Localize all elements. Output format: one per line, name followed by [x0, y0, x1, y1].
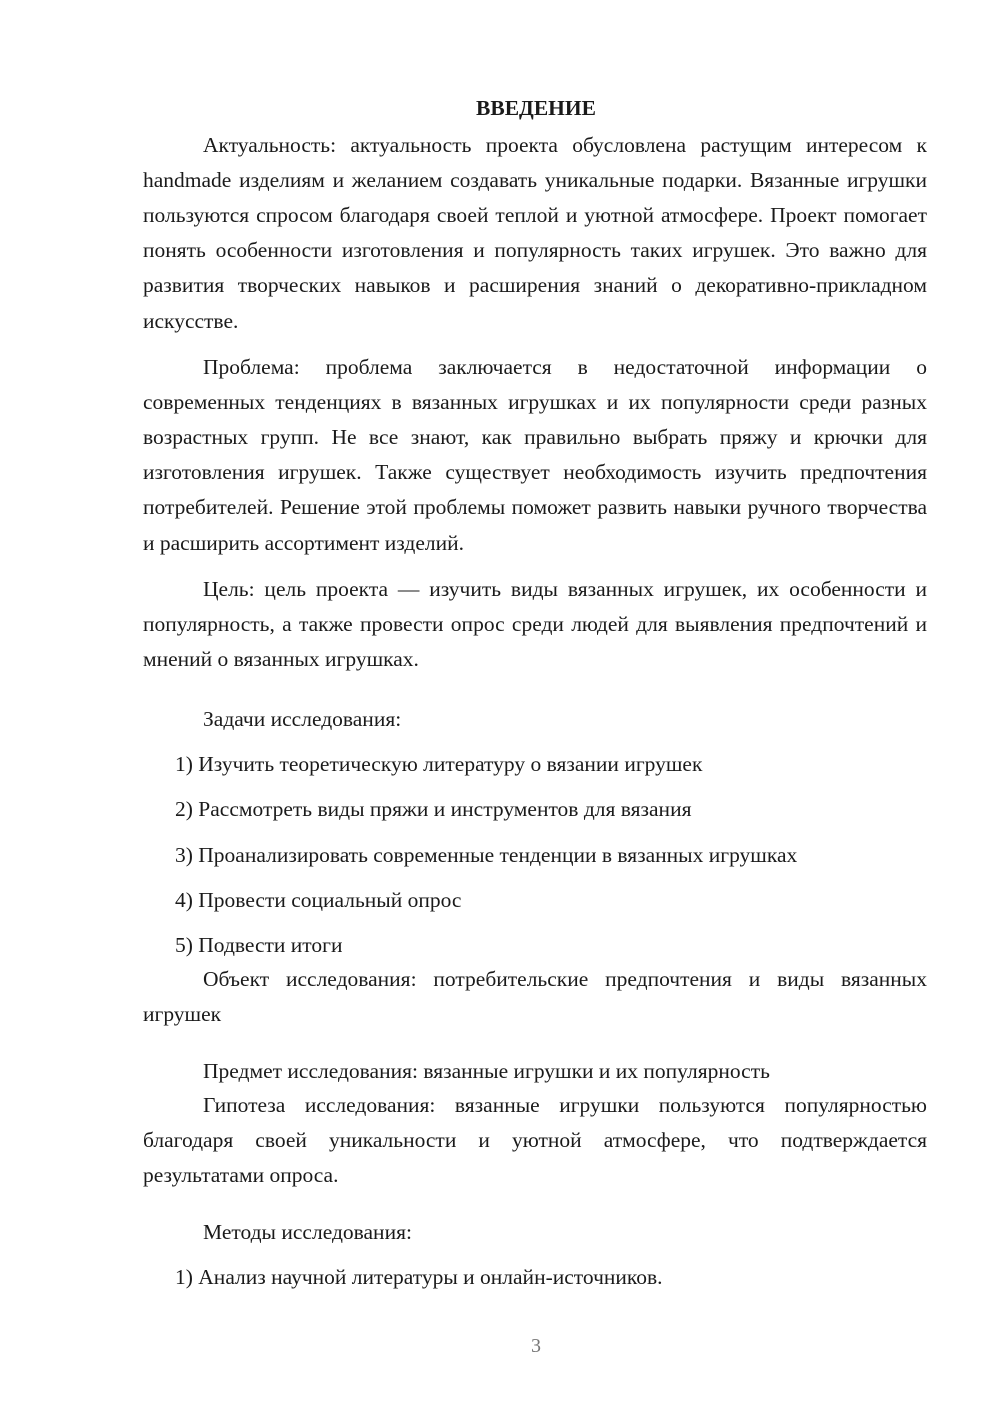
methods-title: Методы исследования: — [203, 1220, 412, 1244]
section-heading: ВВЕДЕНИЕ — [476, 96, 596, 120]
paragraph-problem: Проблема: проблема заключается в недостаточной информации о современных тенденциях в вязанных игрушках и их популярности среди разных возрастных групп. Не все знают, как правильно выбрать пряжу и крючки для изготовления игрушек. Также существует необходимость изучить предпочтения потребителей. Решение этой проблемы поможет развить навыки ручного творчества и расширить ассортимент изделий. — [143, 354, 927, 555]
page-number: 3 — [531, 1335, 541, 1357]
paragraph-goal: Цель: цель проекта — изучить виды вязанных игрушек, их особенности и популярность, а также провести опрос среди людей для выявления предпочтений и мнений о вязанных игрушках. — [143, 576, 927, 671]
paragraph-hypothesis: Гипотеза исследования: вязанные игрушки пользуются популярностью благодаря своей уникальности и уютной атмосфере, что подтверждается результатами опроса. — [143, 1092, 927, 1187]
task-item: 1) Изучить теоретическую литературу о вязании игрушек — [175, 752, 703, 776]
task-item: 5) Подвести итоги — [175, 933, 343, 957]
paragraph-subject: Предмет исследования: вязанные игрушки и их популярность — [203, 1059, 770, 1083]
task-item: 2) Рассмотреть виды пряжи и инструментов для вязания — [175, 797, 692, 821]
task-item: 4) Провести социальный опрос — [175, 888, 462, 912]
paragraph-relevance: Актуальность: актуальность проекта обусловлена растущим интересом к handmade изделиям и желанием создавать уникальные подарки. Вязанные игрушки пользуются спросом благодаря своей теплой и уютной атмосфере. Проект помогает понять особенности изготовления и популярность таких игрушек. Это важно для развития творческих навыков и расширения знаний о декоративно-прикладном искусстве. — [143, 132, 927, 333]
tasks-title: Задачи исследования: — [203, 707, 402, 731]
paragraph-object: Объект исследования: потребительские предпочтения и виды вязанных игрушек — [143, 966, 927, 1026]
task-item: 3) Проанализировать современные тенденции в вязанных игрушках — [175, 843, 798, 867]
method-item: 1) Анализ научной литературы и онлайн-источников. — [175, 1265, 663, 1289]
